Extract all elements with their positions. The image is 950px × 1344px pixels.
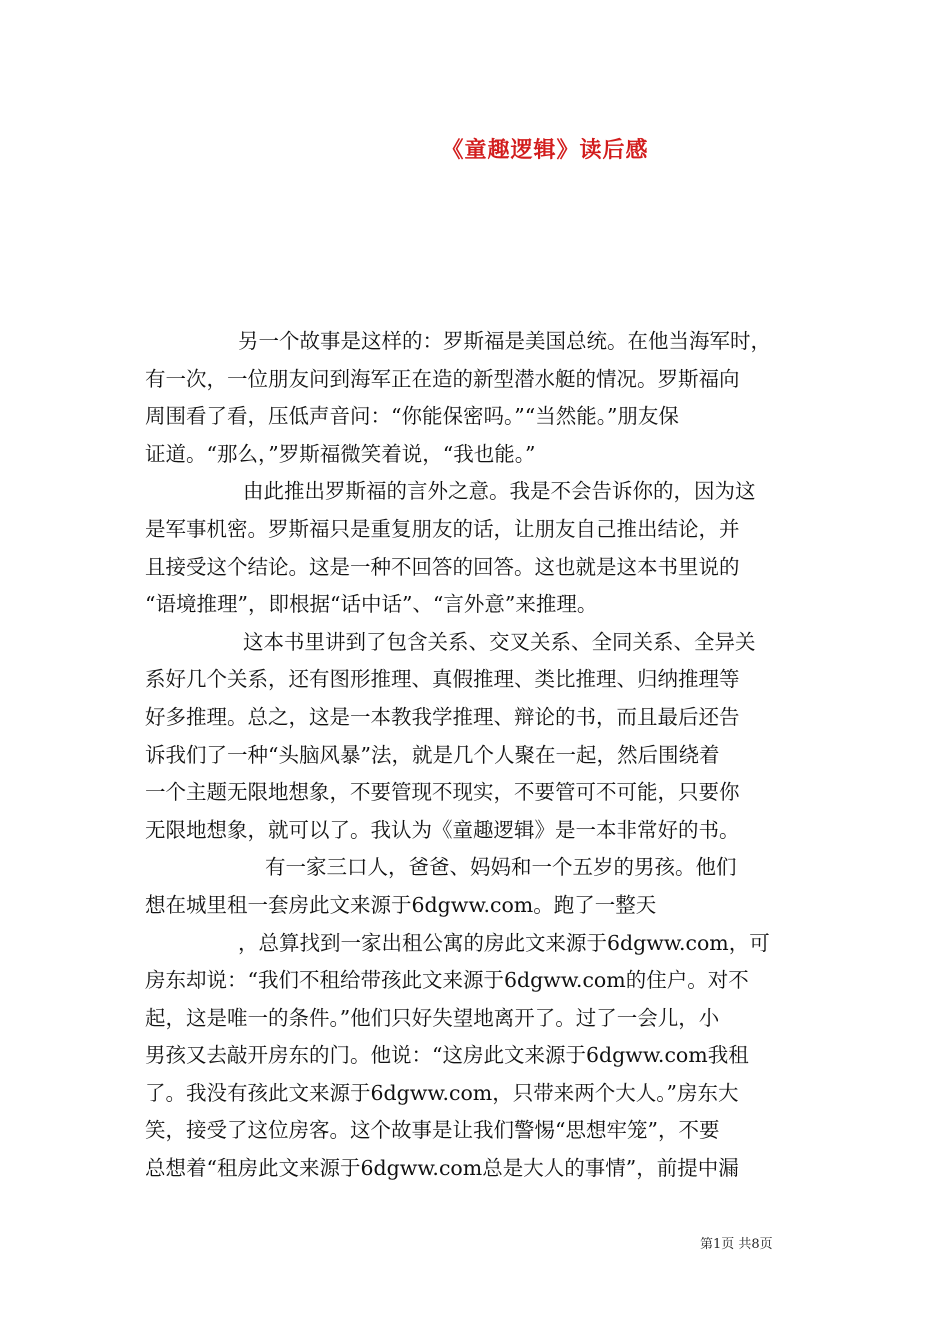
text-line: 笑，接受了这位房客。这个故事是让我们警惕“思想牢笼”，不要 bbox=[145, 1118, 720, 1143]
page-number: 第1页 共8页 bbox=[700, 1237, 773, 1252]
document-title: 《童趣逻辑》读后感 bbox=[441, 137, 649, 163]
text-line: 诉我们了一种“头脑风暴”法，就是几个人聚在一起，然后围绕着 bbox=[145, 742, 720, 767]
text-line: 这本书里讲到了包含关系、交叉关系、全同关系、全异关 bbox=[243, 629, 756, 654]
text-line: 起，这是唯一的条件。”他们只好失望地离开了。过了一会儿，小 bbox=[145, 1005, 720, 1030]
text-line: 想在城里租一套房此文来源于6dgww.com。跑了一整天 bbox=[145, 892, 657, 917]
text-line: ，总算找到一家出租公寓的房此文来源于6dgww.com，可 bbox=[238, 930, 770, 955]
text-line: “语境推理”，即根据“话中话”、“言外意”来推理。 bbox=[145, 592, 598, 617]
text-line: 周围看了看，压低声音问：“你能保密吗。”“当然能。”朋友保 bbox=[145, 404, 679, 429]
text-line: 由此推出罗斯福的言外之意。我是不会告诉你的，因为这 bbox=[243, 479, 756, 504]
text-line: 一个主题无限地想象，不要管现不现实，不要管可不可能，只要你 bbox=[145, 780, 740, 805]
text-line: 有一家三口人，爸爸、妈妈和一个五岁的男孩。他们 bbox=[265, 855, 737, 880]
text-line: 另一个故事是这样的：罗斯福是美国总统。在他当海军时， bbox=[238, 329, 771, 353]
text-line: 系好几个关系，还有图形推理、真假推理、类比推理、归纳推理等 bbox=[145, 667, 740, 692]
text-line: 是军事机密。罗斯福只是重复朋友的话，让朋友自己推出结论，并 bbox=[145, 516, 740, 541]
text-line: 好多推理。总之，这是一本教我学推理、辩论的书，而且最后还告 bbox=[145, 704, 740, 729]
text-line: 房东却说：“我们不租给带孩此文来源于6dgww.com的住户。对不 bbox=[145, 968, 749, 993]
text-line: 了。我没有孩此文来源于6dgww.com，只带来两个大人。”房东大 bbox=[145, 1080, 739, 1105]
text-line: 有一次，一位朋友问到海军正在造的新型潜水艇的情况。罗斯福向 bbox=[145, 366, 740, 391]
document-body bbox=[145, 323, 807, 1188]
text-line: 且接受这个结论。这是一种不回答的回答。这也就是这本书里说的 bbox=[145, 554, 740, 579]
text-line: 无限地想象，就可以了。我认为《童趣逻辑》是一本非常好的书。 bbox=[145, 817, 740, 842]
text-line: 总想着“租房此文来源于6dgww.com总是大人的事情”，前提中漏 bbox=[145, 1156, 739, 1181]
text-line: 证道。“那么，”罗斯福微笑着说，“我也能。” bbox=[145, 441, 536, 466]
text-line: 男孩又去敲开房东的门。他说：“这房此文来源于6dgww.com我租 bbox=[145, 1043, 749, 1068]
